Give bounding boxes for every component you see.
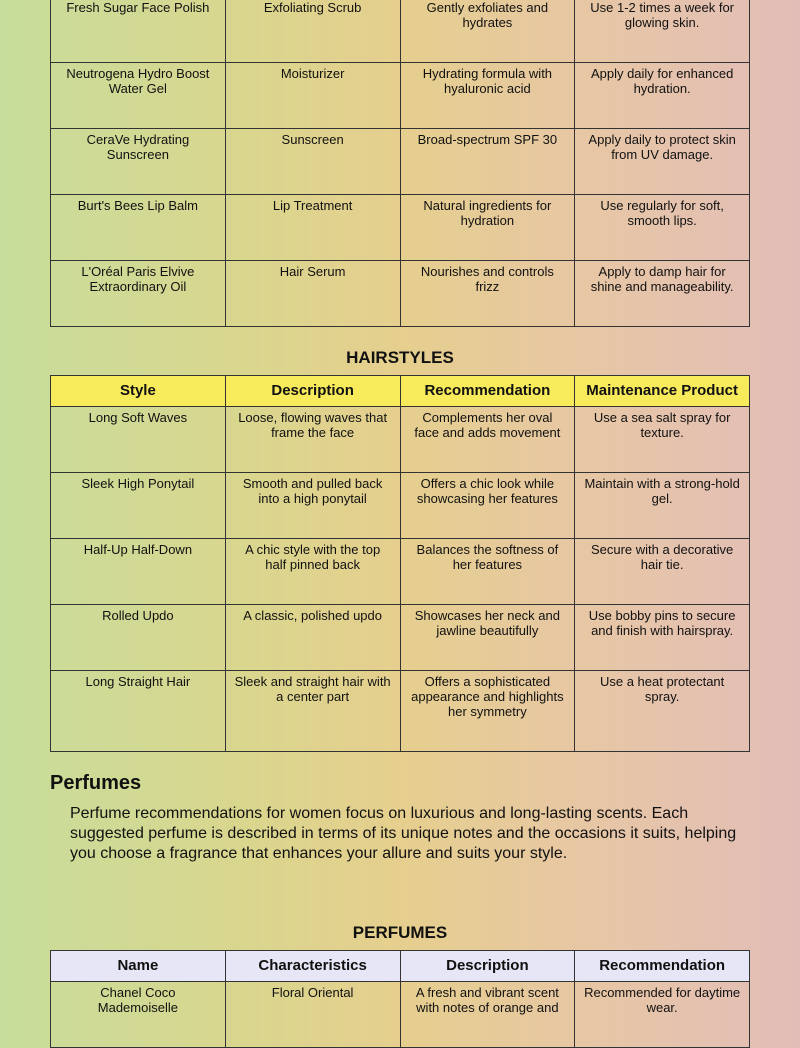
style-maintenance: Use bobby pins to secure and finish with hairspray. — [575, 605, 750, 671]
style-name: Sleek High Ponytail — [51, 473, 226, 539]
column-header: Description — [225, 376, 400, 407]
product-name: Burt's Bees Lip Balm — [51, 195, 226, 261]
column-header: Characteristics — [225, 951, 400, 982]
style-name: Long Straight Hair — [51, 671, 226, 752]
product-type: Sunscreen — [225, 129, 400, 195]
column-header: Style — [51, 376, 226, 407]
column-header: Recommendation — [400, 376, 575, 407]
style-recommendation: Offers a sophisticated appearance and highlights her symmetry — [400, 671, 575, 752]
style-name: Half-Up Half-Down — [51, 539, 226, 605]
table-row — [51, 261, 750, 327]
table-header-row — [51, 951, 750, 982]
style-description: A classic, polished updo — [225, 605, 400, 671]
table-header-row — [51, 376, 750, 407]
product-type: Exfoliating Scrub — [225, 0, 400, 63]
style-description: Sleek and straight hair with a center part — [225, 671, 400, 752]
skincare-table — [50, 0, 750, 327]
table-row — [51, 0, 750, 63]
product-name: Fresh Sugar Face Polish — [51, 0, 226, 63]
perfumes-title: PERFUMES — [352, 923, 448, 942]
product-description: Natural ingredients for hydration — [400, 195, 575, 261]
hairstyles-title: HAIRSTYLES — [346, 348, 454, 367]
product-usage: Apply daily for enhanced hydration. — [575, 63, 750, 129]
product-usage: Use 1-2 times a week for glowing skin. — [575, 0, 750, 63]
style-maintenance: Use a sea salt spray for texture. — [575, 407, 750, 473]
perfume-name: Chanel Coco Mademoiselle — [51, 982, 226, 1048]
style-name: Long Soft Waves — [51, 407, 226, 473]
product-description: Nourishes and controls frizz — [400, 261, 575, 327]
product-type: Hair Serum — [225, 261, 400, 327]
product-usage: Apply to damp hair for shine and manageability. — [575, 261, 750, 327]
table-row — [51, 671, 750, 752]
perfumes-heading: Perfumes — [50, 772, 142, 794]
product-type: Lip Treatment — [225, 195, 400, 261]
column-header: Name — [51, 951, 226, 982]
product-name: CeraVe Hydrating Sunscreen — [51, 129, 226, 195]
style-description: Loose, flowing waves that frame the face — [225, 407, 400, 473]
style-maintenance: Secure with a decorative hair tie. — [575, 539, 750, 605]
product-name: L'Oréal Paris Elvive Extraordinary Oil — [51, 261, 226, 327]
column-header: Description — [400, 951, 575, 982]
product-description: Gently exfoliates and hydrates — [400, 0, 575, 63]
table-row — [51, 63, 750, 129]
perfume-characteristics: Floral Oriental — [225, 982, 400, 1048]
table-row — [51, 407, 750, 473]
perfume-recommendation: Recommended for daytime wear. — [575, 982, 750, 1048]
product-description: Hydrating formula with hyaluronic acid — [400, 63, 575, 129]
style-recommendation: Showcases her neck and jawline beautifully — [400, 605, 575, 671]
product-name: Neutrogena Hydro Boost Water Gel — [51, 63, 226, 129]
product-type: Moisturizer — [225, 63, 400, 129]
style-recommendation: Complements her oval face and adds movement — [400, 407, 575, 473]
table-row — [51, 982, 750, 1048]
table-row — [51, 473, 750, 539]
hairstyles-table — [50, 375, 750, 752]
perfumes-table — [50, 950, 750, 1048]
style-name: Rolled Updo — [51, 605, 226, 671]
style-maintenance: Maintain with a strong-hold gel. — [575, 473, 750, 539]
style-description: A chic style with the top half pinned back — [225, 539, 400, 605]
perfumes-intro: Perfume recommendations for women focus on luxurious and long-lasting scents. Each suggested perfume is described in terms of its unique notes and the occasions it suits, helping you choose a fragrance that enhances your allure and suits your style. — [70, 805, 737, 862]
product-usage: Apply daily to protect skin from UV damage. — [575, 129, 750, 195]
table-row — [51, 129, 750, 195]
style-description: Smooth and pulled back into a high ponytail — [225, 473, 400, 539]
table-row — [51, 605, 750, 671]
column-header: Maintenance Product — [575, 376, 750, 407]
product-description: Broad-spectrum SPF 30 — [400, 129, 575, 195]
style-recommendation: Balances the softness of her features — [400, 539, 575, 605]
table-row — [51, 195, 750, 261]
perfume-description: A fresh and vibrant scent with notes of orange and — [400, 982, 575, 1048]
table-row — [51, 539, 750, 605]
product-usage: Use regularly for soft, smooth lips. — [575, 195, 750, 261]
column-header: Recommendation — [575, 951, 750, 982]
style-recommendation: Offers a chic look while showcasing her features — [400, 473, 575, 539]
style-maintenance: Use a heat protectant spray. — [575, 671, 750, 752]
